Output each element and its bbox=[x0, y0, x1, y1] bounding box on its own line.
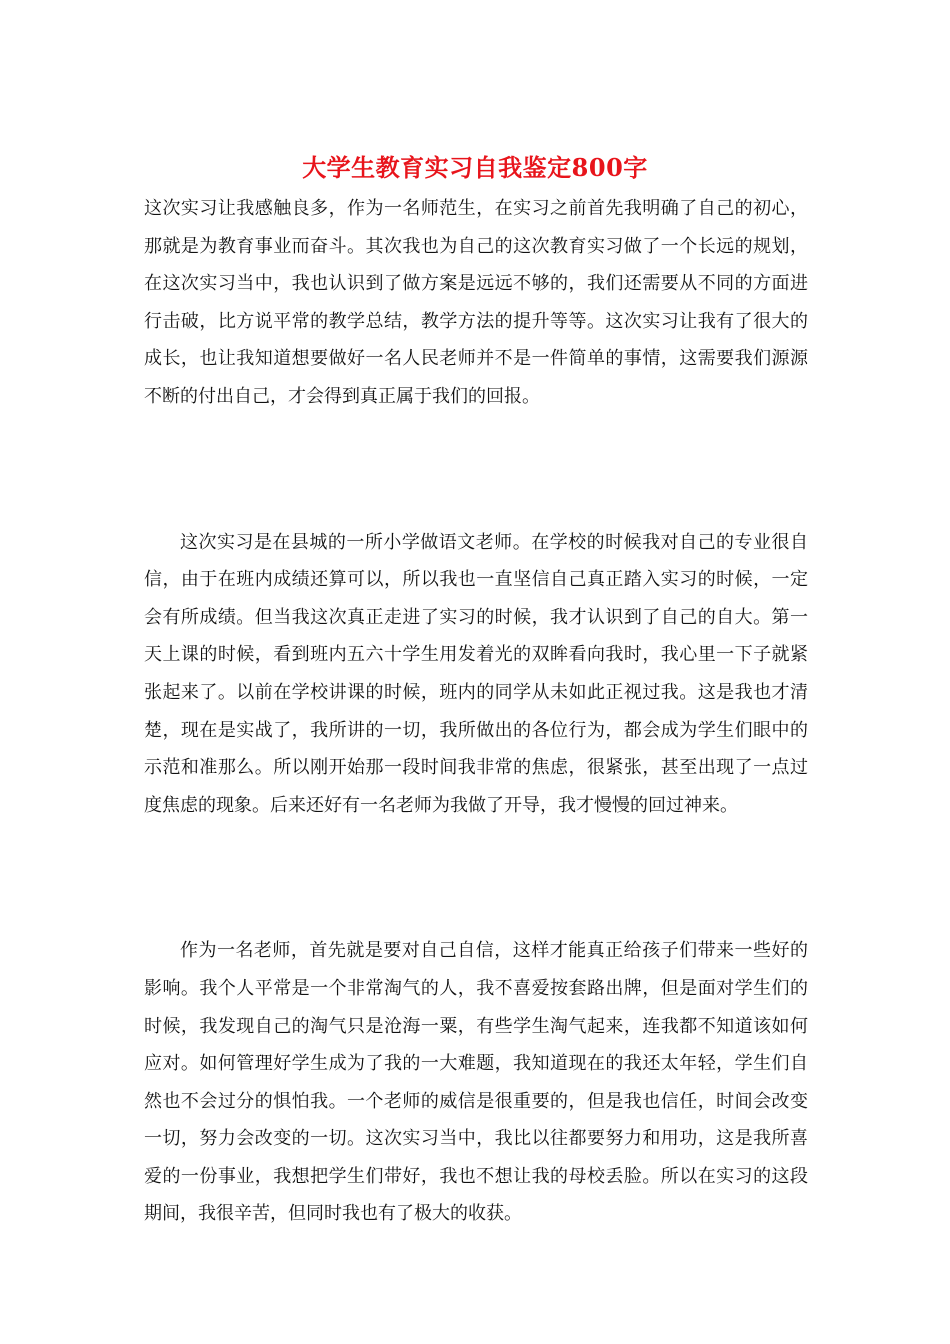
paragraph-spacer bbox=[144, 824, 808, 932]
paragraph-spacer bbox=[144, 416, 808, 524]
document-title: 大学生教育实习自我鉴定800字 bbox=[302, 153, 648, 182]
paragraph-2: 这次实习是在县城的一所小学做语文老师。在学校的时候我对自己的专业很自信，由于在班内成绩还算可以，所以我也一直坚信自己真正踏入实习的时候，一定会有所成绩。但当我这次真正走进了实习的时候，我才认识到了自己的自大。第一天上课的时候，看到班内五六十学生用发着光的双眸看向我时，我心里一下子就紧张起来了。以前在学校讲课的时候，班内的同学从未如此正视过我。这是我也才清楚，现在是实战了，我所讲的一切，我所做出的各位行为，都会成为学生们眼中的示范和准那么。所以刚开始那一段时间我非常的焦虑，很紧张，甚至出现了一点过度焦虑的现象。后来还好有一名老师为我做了开导，我才慢慢的回过神来。 bbox=[144, 531, 808, 816]
paragraph-1: 这次实习让我感触良多，作为一名师范生，在实习之前首先我明确了自己的初心，那就是为教育事业而奋斗。其次我也为自己的这次教育实习做了一个长远的规划，在这次实习当中，我也认识到了做方案是远远不够的，我们还需要从不同的方面进行击破，比方说平常的教学总结，教学方法的提升等等。这次实习让我有了很大的成长，也让我知道想要做好一名人民老师并不是一件简单的事情，这需要我们源源不断的付出自己，才会得到真正属于我们的回报。 bbox=[144, 198, 808, 407]
document-body bbox=[144, 190, 808, 1233]
paragraph-3: 作为一名老师，首先就是要对自己自信，这样才能真正给孩子们带来一些好的影响。我个人平常是一个非常淘气的人，我不喜爱按套路出牌，但是面对学生们的时候，我发现自己的淘气只是沧海一粟，有些学生淘气起来，连我都不知道该如何应对。如何管理好学生成为了我的一大难题，我知道现在的我还太年轻，学生们自然也不会过分的惧怕我。一个老师的威信是很重要的，但是我也信任，时间会改变一切，努力会改变的一切。这次实习当中，我比以往都要努力和用功，这是我所喜爱的一份事业，我想把学生们带好，我也不想让我的母校丢脸。所以在实习的这段期间，我很辛苦，但同时我也有了极大的收获。 bbox=[144, 940, 808, 1225]
